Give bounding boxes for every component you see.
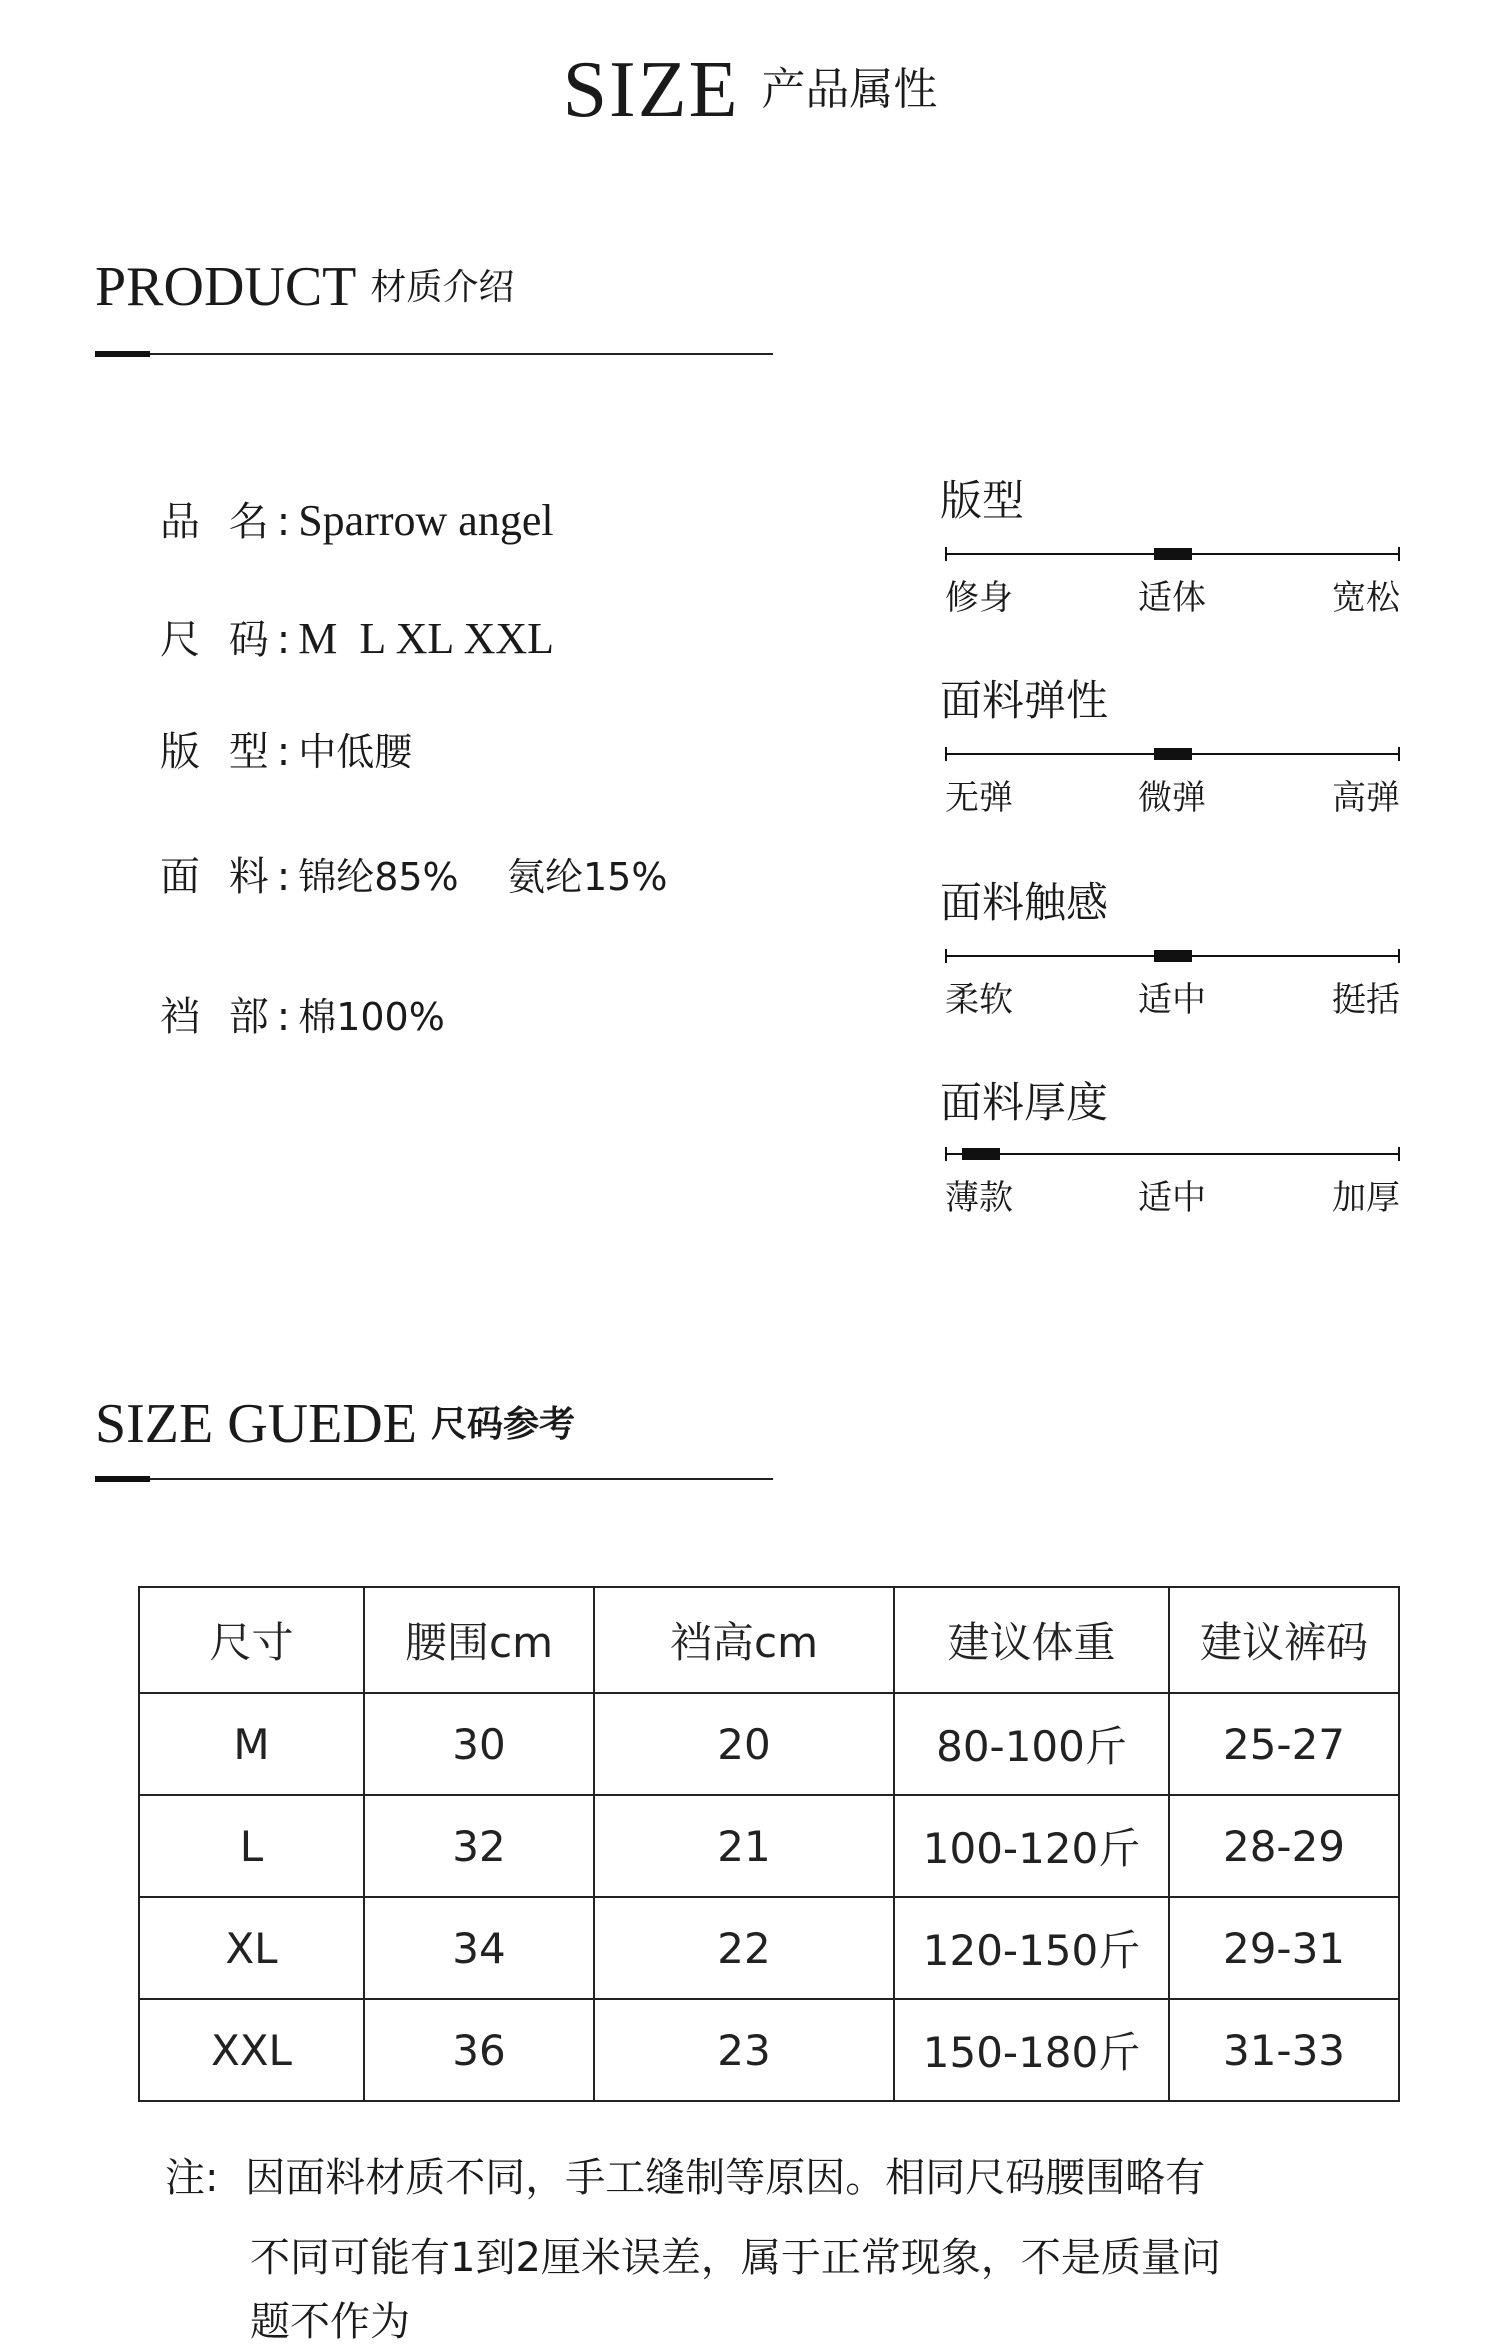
attr-track-elasticity [945, 753, 1400, 755]
info-value: Sparrow angel [298, 496, 554, 545]
track-tick [945, 747, 947, 761]
info-label: 裆 部: [160, 994, 299, 1040]
attr-marker-elasticity [1154, 748, 1192, 760]
attr-title-touch: 面料触感 [940, 878, 1109, 927]
info-value: 棉100% [298, 995, 445, 1039]
scale-label-right: 挺括 [1332, 980, 1400, 1020]
scale-label-mid: 适中 [1138, 980, 1206, 1020]
scale-label-left: 无弹 [945, 778, 1013, 818]
note-line-2: 不同可能有1到2厘米误差，属于正常现象，不是质量问 [250, 2235, 1221, 2281]
table-cell: 21 [594, 1795, 894, 1897]
attr-track-touch [945, 955, 1400, 957]
table-cell: L [139, 1795, 364, 1897]
table-cell: XL [139, 1897, 364, 1999]
size-title-en: SIZE GUEDE [95, 1393, 417, 1455]
scale-label-right: 宽松 [1332, 578, 1400, 618]
table-cell: 120-150斤 [894, 1897, 1169, 1999]
attr-title-thickness: 面料厚度 [940, 1078, 1109, 1127]
track-tick [945, 949, 947, 963]
info-row-name [160, 490, 554, 547]
table-cell: 25-27 [1169, 1693, 1399, 1795]
table-row [139, 1999, 1399, 2101]
info-value: M L XL XXL [298, 614, 555, 663]
table-cell: 23 [594, 1999, 894, 2101]
scale-label-left: 修身 [945, 578, 1013, 618]
info-row-fabric [160, 845, 667, 902]
info-label: 尺 码: [160, 617, 299, 663]
column-header: 尺寸 [139, 1587, 364, 1693]
header-title-en: SIZE [562, 46, 740, 134]
note-line-1 [165, 2155, 1206, 2201]
size-section-title [95, 1392, 575, 1456]
column-header: 建议体重 [894, 1587, 1169, 1693]
size-section-divider [95, 1478, 773, 1480]
page-header [0, 45, 1500, 136]
scale-label-left: 柔软 [945, 980, 1013, 1020]
scale-label-mid: 微弹 [1138, 778, 1206, 818]
scale-label-mid: 适中 [1138, 1178, 1206, 1218]
scale-label-mid: 适体 [1138, 578, 1206, 618]
table-row [139, 1897, 1399, 1999]
table-cell: 100-120斤 [894, 1795, 1169, 1897]
header-title-cn: 产品属性 [761, 64, 938, 115]
attr-title-elasticity: 面料弹性 [940, 676, 1109, 725]
attr-track-thickness [945, 1153, 1400, 1155]
table-row [139, 1795, 1399, 1897]
track-tick [1398, 949, 1400, 963]
info-label: 品 名: [160, 499, 299, 545]
product-section-title [95, 255, 514, 319]
table-cell: 20 [594, 1693, 894, 1795]
table-cell: 28-29 [1169, 1795, 1399, 1897]
table-cell: XXL [139, 1999, 364, 2101]
table-cell: 29-31 [1169, 1897, 1399, 1999]
product-section-divider [95, 353, 773, 355]
attr-track-fit [945, 553, 1400, 555]
table-cell: 22 [594, 1897, 894, 1999]
attr-title-fit: 版型 [940, 476, 1025, 525]
info-value: 锦纶85% 氨纶15% [298, 855, 668, 899]
table-cell: 80-100斤 [894, 1693, 1169, 1795]
size-table [138, 1586, 1400, 2102]
track-tick [1398, 747, 1400, 761]
column-header: 建议裤码 [1169, 1587, 1399, 1693]
size-title-cn: 尺码参考 [430, 1404, 575, 1445]
info-label: 版 型: [160, 729, 299, 775]
table-cell: 36 [364, 1999, 594, 2101]
attr-marker-touch [1154, 950, 1192, 962]
attr-marker-thickness [962, 1148, 1000, 1160]
product-section-divider-accent [95, 351, 150, 357]
track-tick [1398, 1147, 1400, 1161]
table-cell: 34 [364, 1897, 594, 1999]
info-row-crotch [160, 985, 445, 1042]
table-row [139, 1693, 1399, 1795]
note-label: 注: [165, 2155, 219, 2201]
track-tick [945, 547, 947, 561]
table-cell: 30 [364, 1693, 594, 1795]
info-label: 面 料: [160, 854, 299, 900]
table-cell: 32 [364, 1795, 594, 1897]
table-header-row [139, 1587, 1399, 1693]
size-section-divider-accent [95, 1476, 150, 1482]
column-header: 裆高cm [594, 1587, 894, 1693]
info-row-size [160, 608, 554, 665]
column-header: 腰围cm [364, 1587, 594, 1693]
note-text: 因面料材质不同，手工缝制等原因。相同尺码腰围略有 [245, 2155, 1206, 2201]
info-row-fit [160, 720, 412, 777]
track-tick [945, 1147, 947, 1161]
scale-label-left: 薄款 [945, 1178, 1013, 1218]
table-cell: 150-180斤 [894, 1999, 1169, 2101]
info-value: 中低腰 [298, 730, 413, 774]
product-title-cn: 材质介绍 [370, 267, 515, 308]
table-cell: 31-33 [1169, 1999, 1399, 2101]
note-line-3: 题不作为 [250, 2299, 410, 2345]
product-title-en: PRODUCT [95, 256, 357, 318]
attr-marker-fit [1154, 548, 1192, 560]
table-cell: M [139, 1693, 364, 1795]
scale-label-right: 加厚 [1332, 1178, 1400, 1218]
scale-label-right: 高弹 [1332, 778, 1400, 818]
track-tick [1398, 547, 1400, 561]
